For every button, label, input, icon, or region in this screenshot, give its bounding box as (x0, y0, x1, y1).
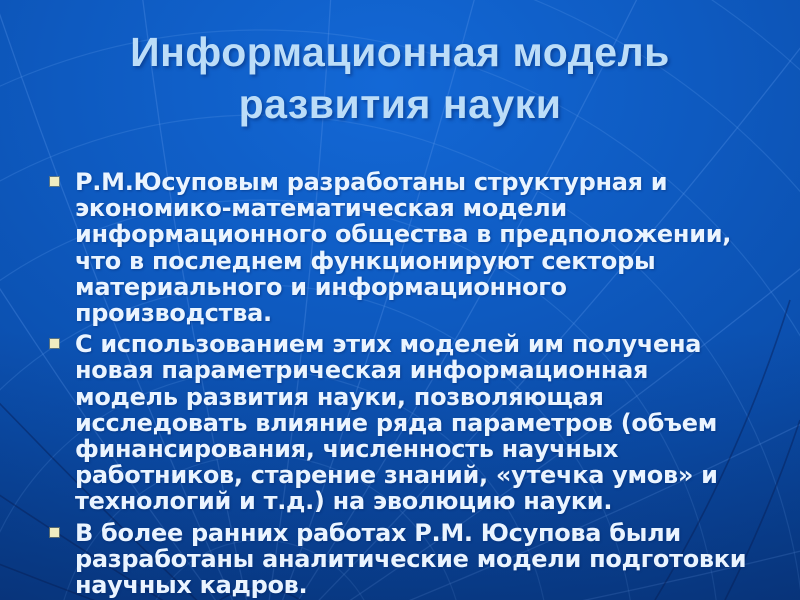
bullet-list (48, 169, 766, 600)
bullet-text-line: экономико-математическая модели (75, 194, 567, 223)
bullet-text-line: что в последнем функционируют секторы (75, 246, 656, 275)
list-item (48, 169, 766, 326)
bullet-text-line: Р.М.Юсуповым разработаны структурная и (75, 168, 668, 196)
page-title-line-2: развития науки (238, 81, 562, 127)
bullet-square-icon (50, 177, 59, 186)
bullet-square-icon (50, 528, 59, 537)
bullet-text-line: разработаны аналитические модели подготовки (75, 544, 747, 573)
list-item (48, 520, 766, 599)
page-title-line-1: Информационная модель (130, 29, 670, 75)
bullet-text-line: производства. (75, 299, 272, 328)
bullet-text-line: информационного общества в предположении, (75, 220, 732, 249)
list-item (48, 331, 766, 514)
bullet-text-line: финансирования, численность научных (75, 435, 619, 464)
page-title (0, 26, 800, 130)
bullet-text-line: материального и информационного (75, 272, 567, 301)
bullet-text-line: технологий и т.д.) на эволюцию науки. (75, 487, 613, 516)
bullet-text-line: В более ранних работах Р.М. Юсупова были (75, 518, 681, 547)
bullet-text-line: исследовать влияние ряда параметров (объем (75, 408, 718, 437)
bullet-square-icon (50, 339, 59, 348)
bullet-text-line: работников, старение знаний, «утечка умов» и (75, 461, 718, 490)
bullet-text-line: научных кадров. (75, 571, 308, 600)
bullet-text-line: модель развития науки, позволяющая (75, 382, 604, 411)
bullet-text-line: С использованием этих моделей им получена (75, 330, 702, 359)
bullet-text-line: новая параметрическая информационная (75, 356, 649, 385)
